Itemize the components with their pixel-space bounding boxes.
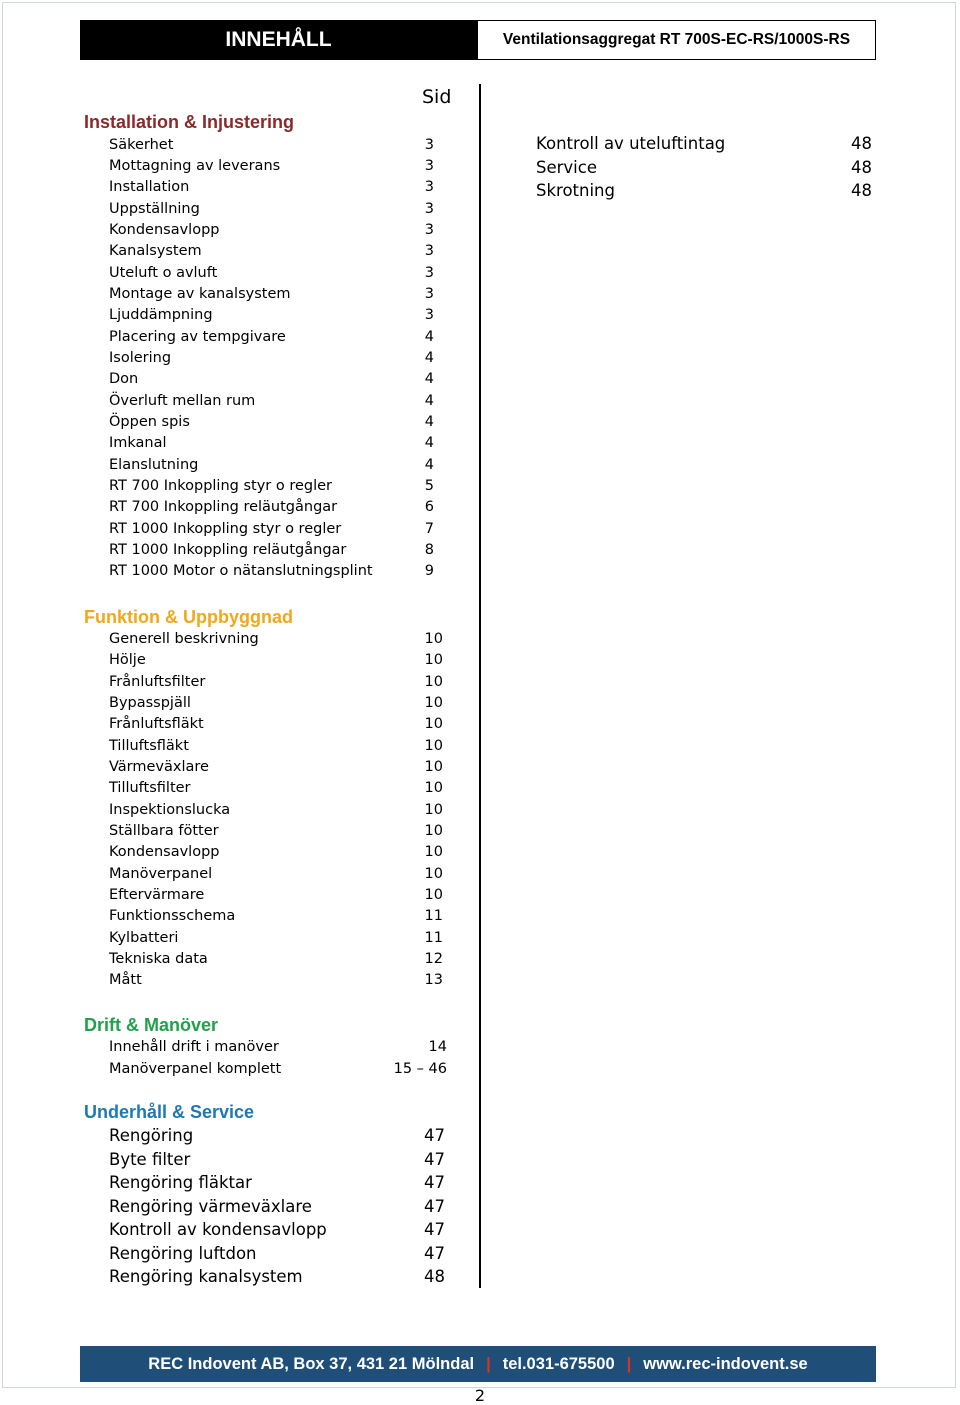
toc-entry-page: 47 bbox=[424, 1173, 445, 1192]
toc-entry bbox=[84, 519, 434, 540]
toc-entry-label: Inspektionslucka bbox=[109, 801, 231, 818]
toc-section-underhall bbox=[84, 1100, 445, 1289]
toc-entry-page: 6 bbox=[424, 499, 434, 516]
toc-entry-page: 3 bbox=[424, 157, 434, 174]
toc-entry bbox=[84, 736, 443, 757]
toc-entry bbox=[84, 305, 434, 326]
toc-entry-label: Uteluft o avluft bbox=[109, 264, 218, 281]
footer-website: www.rec-indovent.se bbox=[643, 1354, 808, 1373]
toc-entry-label: Säkerhet bbox=[109, 136, 174, 153]
toc-entry-label: Montage av kanalsystem bbox=[109, 285, 291, 302]
toc-entry-label: Placering av tempgivare bbox=[109, 328, 286, 345]
toc-entry-label: Installation bbox=[109, 179, 190, 196]
toc-entry-label: Tekniska data bbox=[109, 950, 208, 967]
section-title: Installation & Injustering bbox=[84, 112, 295, 132]
toc-entry-page: 8 bbox=[424, 542, 434, 559]
toc-entry bbox=[84, 220, 434, 241]
footer-separator: | bbox=[626, 1354, 632, 1373]
toc-entry bbox=[84, 1195, 445, 1219]
toc-entry-label: Mottagning av leverans bbox=[109, 157, 281, 174]
toc-entry bbox=[84, 284, 434, 305]
toc-entry bbox=[84, 497, 434, 518]
toc-entry-page: 10 bbox=[424, 737, 443, 754]
toc-entry bbox=[84, 821, 443, 842]
toc-entry-label: RT 1000 Inkoppling styr o regler bbox=[109, 520, 342, 537]
footer-phone: tel.031-675500 bbox=[502, 1354, 615, 1373]
toc-entry-label: RT 700 Inkoppling reläutgångar bbox=[109, 499, 338, 516]
toc-entry-page: 3 bbox=[424, 200, 434, 217]
toc-entry-label: Eftervärmare bbox=[109, 886, 205, 903]
toc-entry bbox=[84, 629, 443, 650]
toc-entry bbox=[84, 327, 434, 348]
toc-entry-page: 47 bbox=[424, 1149, 445, 1169]
toc-entry-label: Frånluftsfläkt bbox=[109, 716, 204, 733]
toc-entry-page: 10 bbox=[424, 652, 443, 669]
toc-entry-page: 4 bbox=[424, 456, 434, 473]
toc-entry-label: Imkanal bbox=[109, 435, 167, 452]
column-divider bbox=[479, 84, 481, 1288]
toc-entry bbox=[84, 949, 443, 970]
toc-entry-label: Kylbatteri bbox=[109, 929, 179, 946]
toc-entry-label: Kondensavlopp bbox=[109, 221, 220, 238]
toc-entry-label: Rengöring värmeväxlare bbox=[109, 1196, 312, 1216]
toc-entry bbox=[84, 757, 443, 778]
section-title: Underhåll & Service bbox=[84, 1102, 255, 1122]
toc-entry bbox=[84, 842, 443, 863]
toc-entry-label: Manöverpanel bbox=[109, 865, 213, 882]
toc-entry-label: Överluft mellan rum bbox=[109, 392, 256, 409]
toc-entry bbox=[84, 928, 443, 949]
toc-entry-page: 4 bbox=[424, 371, 434, 388]
toc-right-column bbox=[536, 132, 872, 203]
toc-entry-label: Kanalsystem bbox=[109, 243, 202, 260]
toc-entry-label: Isolering bbox=[109, 349, 172, 366]
toc-entry bbox=[84, 1037, 447, 1059]
toc-entry-label: RT 1000 Motor o nätanslutningsplint bbox=[109, 563, 373, 580]
toc-entry-page: 10 bbox=[424, 758, 443, 775]
toc-entry bbox=[84, 241, 434, 262]
toc-entry-page: 4 bbox=[424, 349, 434, 366]
toc-entry-page: 10 bbox=[424, 822, 443, 839]
toc-entry-page: 3 bbox=[424, 179, 434, 196]
toc-entry-page: 4 bbox=[424, 413, 434, 430]
toc-entry-page: 10 bbox=[424, 865, 443, 882]
header-subtitle: Ventilationsaggregat RT 700S-EC-RS/1000S-RS bbox=[477, 20, 876, 60]
toc-entry-page: 9 bbox=[424, 563, 434, 580]
toc-entry-label: Skrotning bbox=[536, 181, 615, 200]
footer-separator: | bbox=[486, 1354, 491, 1373]
page-column-label: Sid bbox=[422, 86, 452, 108]
toc-entry bbox=[84, 1059, 447, 1081]
toc-entry-page: 48 bbox=[424, 1267, 445, 1286]
toc-entry-page: 10 bbox=[424, 716, 443, 733]
footer-bar bbox=[80, 1346, 876, 1382]
toc-entry-page: 3 bbox=[424, 264, 434, 281]
toc-entry-page: 3 bbox=[424, 221, 434, 238]
toc-entry-page: 47 bbox=[424, 1220, 445, 1239]
toc-entry-label: Rengöring luftdon bbox=[109, 1243, 257, 1263]
toc-entry-page: 5 bbox=[424, 478, 434, 494]
toc-entry-label: Rengöring kanalsystem bbox=[109, 1267, 303, 1286]
section-title: Funktion & Uppbyggnad bbox=[84, 607, 293, 627]
toc-entry bbox=[84, 455, 434, 476]
toc-entry-page: 10 bbox=[424, 631, 443, 647]
toc-entry-page: 7 bbox=[424, 520, 434, 537]
toc-entry bbox=[84, 540, 434, 561]
toc-entry bbox=[84, 672, 443, 693]
toc-entry-page: 10 bbox=[424, 801, 443, 818]
toc-entry-label: Tilluftsfläkt bbox=[109, 737, 189, 754]
toc-entry bbox=[536, 156, 872, 180]
toc-entry bbox=[84, 885, 443, 906]
toc-entry-page: 10 bbox=[424, 694, 443, 711]
toc-entry-label: RT 700 Inkoppling styr o regler bbox=[109, 478, 333, 494]
toc-entry-page: 11 bbox=[424, 908, 443, 925]
toc-entry-label: Generell beskrivning bbox=[109, 631, 259, 647]
toc-entry-label: Ställbara fötter bbox=[109, 822, 219, 839]
toc-entry-label: RT 1000 Inkoppling reläutgångar bbox=[109, 542, 347, 559]
toc-entry-page: 3 bbox=[424, 285, 434, 302]
toc-entry-label: Manöverpanel komplett bbox=[109, 1060, 282, 1077]
toc-entry-label: Innehåll drift i manöver bbox=[109, 1039, 279, 1055]
toc-entry bbox=[84, 391, 434, 412]
toc-entry-page: 12 bbox=[424, 950, 443, 967]
toc-entry-label: Rengöring bbox=[109, 1126, 194, 1145]
toc-section-funktion bbox=[84, 605, 443, 992]
toc-entry-page: 3 bbox=[424, 136, 434, 153]
toc-entry bbox=[84, 1171, 445, 1195]
toc-entry bbox=[84, 800, 443, 821]
toc-entry-page: 10 bbox=[424, 886, 443, 903]
toc-entry-label: Hölje bbox=[109, 652, 146, 669]
page-number: 2 bbox=[474, 1386, 486, 1405]
toc-entry-label: Elanslutning bbox=[109, 456, 199, 473]
toc-entry bbox=[84, 369, 434, 390]
toc-entry bbox=[84, 199, 434, 220]
toc-entry bbox=[84, 650, 443, 671]
toc-entry bbox=[536, 132, 872, 156]
section-title: Drift & Manöver bbox=[84, 1015, 219, 1035]
toc-section-drift bbox=[84, 1013, 447, 1080]
toc-entry-label: Byte filter bbox=[109, 1149, 191, 1169]
toc-entry bbox=[84, 177, 434, 198]
toc-entry-label: Rengöring fläktar bbox=[109, 1173, 252, 1192]
toc-entry-label: Öppen spis bbox=[109, 413, 190, 430]
toc-entry bbox=[84, 348, 434, 369]
toc-entry-page: 14 bbox=[428, 1039, 447, 1055]
footer-address: REC Indovent AB, Box 37, 431 21 Mölndal bbox=[148, 1354, 475, 1373]
toc-entry-label: Bypasspjäll bbox=[109, 694, 191, 711]
toc-entry-label: Kontroll av kondensavlopp bbox=[109, 1220, 327, 1239]
toc-entry bbox=[84, 412, 434, 433]
toc-entry bbox=[84, 778, 443, 799]
toc-entry-label: Ljuddämpning bbox=[109, 307, 213, 324]
toc-entry-page: 10 bbox=[424, 673, 443, 690]
toc-entry bbox=[84, 1265, 445, 1289]
toc-entry bbox=[84, 693, 443, 714]
toc-entry-label: Funktionsschema bbox=[109, 908, 236, 925]
toc-entry-label: Frånluftsfilter bbox=[109, 673, 206, 690]
toc-entry bbox=[84, 561, 434, 582]
toc-entry bbox=[84, 433, 434, 454]
toc-entry-label: Service bbox=[536, 157, 597, 177]
toc-entry-page: 47 bbox=[424, 1126, 445, 1145]
toc-entry bbox=[84, 1148, 445, 1172]
toc-entry-page: 4 bbox=[424, 392, 434, 409]
toc-entry-label: Tilluftsfilter bbox=[109, 780, 191, 797]
toc-entry bbox=[84, 156, 434, 177]
toc-entry-page: 3 bbox=[424, 243, 434, 260]
toc-entry-page: 10 bbox=[424, 780, 443, 797]
toc-entry bbox=[84, 970, 443, 991]
toc-entry bbox=[84, 1242, 445, 1266]
toc-entry-page: 48 bbox=[851, 157, 872, 177]
toc-entry-label: Kontroll av uteluftintag bbox=[536, 134, 726, 153]
toc-entry-label: Mått bbox=[109, 972, 142, 989]
toc-entry bbox=[84, 714, 443, 735]
toc-entry-label: Uppställning bbox=[109, 200, 200, 217]
toc-entry bbox=[84, 906, 443, 927]
toc-entry-page: 11 bbox=[424, 929, 443, 946]
toc-entry-label: Kondensavlopp bbox=[109, 844, 220, 861]
toc-entry-page: 15 – 46 bbox=[393, 1060, 447, 1077]
toc-entry-label: Värmeväxlare bbox=[109, 758, 209, 775]
header-title: INNEHÅLL bbox=[80, 20, 477, 60]
toc-entry-page: 48 bbox=[851, 134, 872, 153]
toc-entry bbox=[84, 135, 434, 156]
toc-entry-page: 47 bbox=[424, 1243, 445, 1263]
toc-entry bbox=[536, 179, 872, 203]
toc-entry bbox=[84, 864, 443, 885]
toc-entry-page: 47 bbox=[424, 1196, 445, 1216]
toc-entry-page: 3 bbox=[424, 307, 434, 324]
toc-entry-page: 4 bbox=[424, 328, 434, 345]
toc-entry bbox=[84, 476, 434, 497]
toc-entry-label: Don bbox=[109, 371, 139, 388]
toc-entry bbox=[84, 263, 434, 284]
toc-entry bbox=[84, 1124, 445, 1148]
toc-entry-page: 48 bbox=[851, 181, 872, 200]
toc-entry-page: 10 bbox=[424, 844, 443, 861]
toc-entry-page: 4 bbox=[424, 435, 434, 452]
toc-section-installation bbox=[84, 110, 434, 583]
toc-entry bbox=[84, 1218, 445, 1242]
toc-entry-page: 13 bbox=[424, 972, 443, 989]
